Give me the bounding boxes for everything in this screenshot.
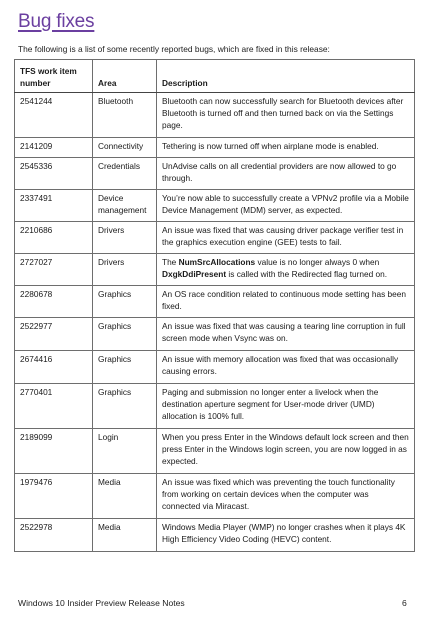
table-row	[15, 429, 415, 474]
row-description: An issue was fixed which was preventing the touch functionality from working on certain devices when the computer was connected via Miracast.	[157, 474, 415, 519]
row-id: 2541244	[15, 93, 93, 138]
row-id: 2522978	[15, 519, 93, 552]
row-id: 2280678	[15, 286, 93, 318]
intro-text: The following is a list of some recently reported bugs, which are fixed in this release:	[18, 44, 330, 54]
table-row	[15, 384, 415, 429]
row-description: An issue was fixed that was causing a tearing line corruption in full screen mode when Vsync was on.	[157, 318, 415, 351]
row-description: When you press Enter in the Windows default lock screen and then press Enter in the Windows login screen, you are now logged in as expected.	[157, 429, 415, 474]
table-row	[15, 158, 415, 190]
row-description: Windows Media Player (WMP) no longer crashes when it plays 4K High Efficiency Video Coding (HEVC) content.	[157, 519, 415, 552]
row-area: Media	[93, 474, 157, 519]
row-description: You’re now able to successfully create a VPNv2 profile via a Mobile Device Management (MDM) server, as expected.	[157, 190, 415, 222]
table-header-row	[15, 60, 415, 93]
row-description: Bluetooth can now successfully search for Bluetooth devices after Bluetooth is turned off and then turned back on via the Settings page.	[157, 93, 415, 138]
table-row	[15, 474, 415, 519]
header-description: Description	[157, 60, 415, 93]
row-id: 1979476	[15, 474, 93, 519]
row-id: 2141209	[15, 138, 93, 158]
row-area: Drivers	[93, 254, 157, 286]
row-area: Graphics	[93, 286, 157, 318]
row-id: 2337491	[15, 190, 93, 222]
table-row	[15, 222, 415, 254]
table-row	[15, 254, 415, 286]
row-area: Media	[93, 519, 157, 552]
table-row	[15, 519, 415, 552]
row-id: 2189099	[15, 429, 93, 474]
bug-fixes-table	[14, 59, 415, 552]
table-row	[15, 351, 415, 384]
row-description: Paging and submission no longer enter a livelock when the destination aperture segment for User-mode driver (UMD) allocation is 100% full.	[157, 384, 415, 429]
table-row	[15, 318, 415, 351]
row-description: An issue was fixed that was causing driver package verifier test in the graphics execution engine (GEE) tests to fail.	[157, 222, 415, 254]
row-area: Graphics	[93, 351, 157, 384]
page-title: Bug fixes	[18, 11, 95, 32]
row-id: 2674416	[15, 351, 93, 384]
row-id: 2770401	[15, 384, 93, 429]
footer-page-number: 6	[402, 598, 407, 608]
footer-document-name: Windows 10 Insider Preview Release Notes	[18, 598, 185, 608]
row-id: 2210686	[15, 222, 93, 254]
row-area: Connectivity	[93, 138, 157, 158]
row-area: Drivers	[93, 222, 157, 254]
desc-text: value is no longer always 0 when	[255, 257, 380, 267]
row-description: UnAdvise calls on all credential providers are now allowed to go through.	[157, 158, 415, 190]
row-description	[157, 254, 415, 286]
row-area: Credentials	[93, 158, 157, 190]
header-area: Area	[93, 60, 157, 93]
row-area: Login	[93, 429, 157, 474]
row-area: Graphics	[93, 384, 157, 429]
table-row	[15, 190, 415, 222]
desc-bold-term: NumSrcAllocations	[178, 257, 256, 267]
row-id: 2522977	[15, 318, 93, 351]
header-id: TFS work item number	[15, 60, 93, 93]
desc-text: The	[162, 257, 179, 267]
row-description: An OS race condition related to continuous mode setting has been fixed.	[157, 286, 415, 318]
row-id: 2727027	[15, 254, 93, 286]
row-description: Tethering is now turned off when airplane mode is enabled.	[157, 138, 415, 158]
table-row	[15, 93, 415, 138]
row-area: Graphics	[93, 318, 157, 351]
row-area: Device management	[93, 190, 157, 222]
row-area: Bluetooth	[93, 93, 157, 138]
row-description: An issue with memory allocation was fixed that was occasionally causing errors.	[157, 351, 415, 384]
desc-bold-term: DxgkDdiPresent	[162, 268, 227, 279]
row-id: 2545336	[15, 158, 93, 190]
desc-text: is called with the Redirected flag turned on.	[226, 268, 388, 279]
table-row	[15, 138, 415, 158]
table-row	[15, 286, 415, 318]
